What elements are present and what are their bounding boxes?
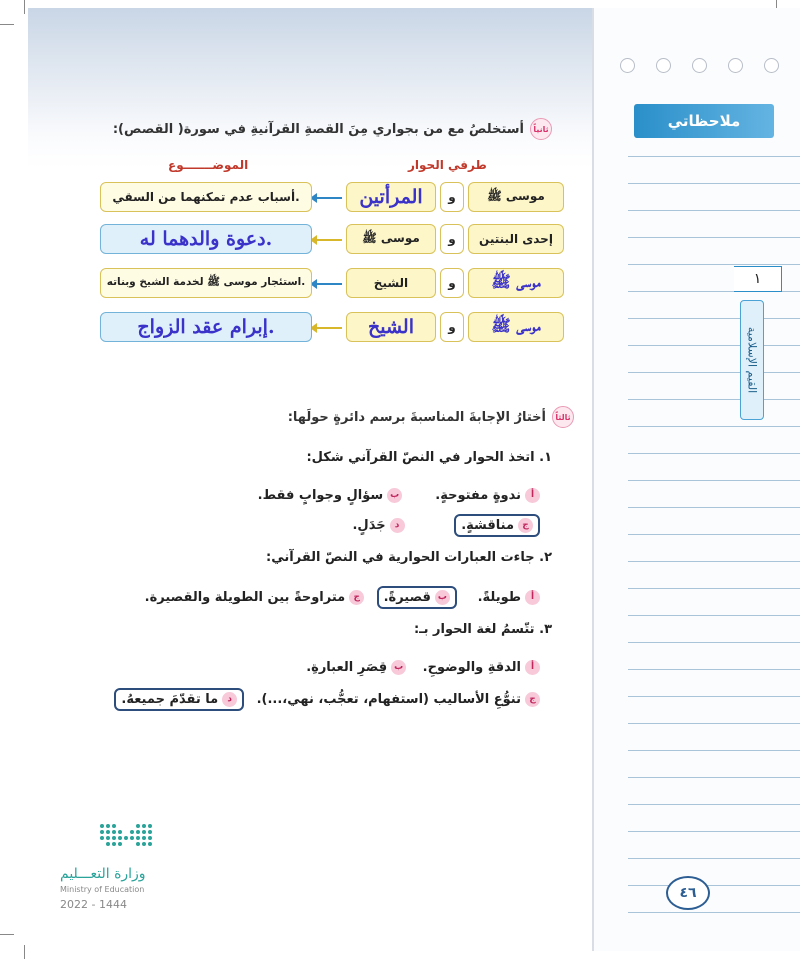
option[interactable]: د جَدَلٍ.	[352, 518, 404, 533]
ruled-line	[628, 183, 800, 184]
ruled-line	[628, 750, 800, 751]
party-b-box[interactable]: الشيخ	[346, 312, 436, 342]
ruled-line	[628, 399, 800, 400]
party-b-box: موسى ﷺ	[346, 224, 436, 254]
ruled-line	[628, 480, 800, 481]
ruled-line	[628, 642, 800, 643]
crop-mark	[0, 934, 14, 935]
question-1-heading	[113, 118, 552, 140]
party-a-box: إحدى البنتين	[468, 224, 564, 254]
topic-box: استئجار موسى ﷺ لخدمة الشيخ وبناته.	[100, 268, 312, 298]
item-3-options-row-2	[114, 688, 540, 711]
crop-mark	[24, 0, 25, 14]
option-selected[interactable]: د ما تقدّمَ جميعهُ.	[114, 688, 244, 711]
binder-hole	[764, 58, 779, 73]
option[interactable]: أ ندوةٍ مفتوحةٍ.	[435, 488, 540, 503]
question-2-text: أختارُ الإجابةَ المناسبةَ برسم دائرةٍ حولَها:	[287, 409, 546, 425]
crop-mark	[24, 945, 25, 959]
ruled-line	[628, 588, 800, 589]
ministry-name-arabic: وزارة التعـــليم	[60, 866, 146, 882]
ruled-line	[628, 507, 800, 508]
party-a-box: موسى ﷺ	[468, 182, 564, 212]
ruled-line	[628, 561, 800, 562]
ruled-line	[628, 345, 800, 346]
option[interactable]: ب قِصَرِ العبارةِ.	[306, 660, 406, 675]
and-box: و	[440, 224, 464, 254]
ruled-line	[628, 453, 800, 454]
question-2-heading	[288, 406, 574, 428]
ruled-line	[628, 615, 800, 616]
ruled-line	[628, 237, 800, 238]
ruled-line	[628, 372, 800, 373]
question-badge: ثانياً	[530, 118, 552, 140]
binder-hole	[656, 58, 671, 73]
ruled-line	[628, 210, 800, 211]
unit-label: القيم الإسلامية	[740, 300, 764, 420]
column-topic-label: الموضـــــــوع	[168, 158, 249, 172]
item-3-options-row-1	[306, 658, 540, 675]
option[interactable]: أ طويلةً.	[478, 590, 540, 605]
question-1-text: أستخلصُ مع من بجواري مِنَ القصةِ القرآنيةِ في سورة( القصص):	[112, 121, 524, 137]
arrow	[316, 197, 342, 199]
and-box: و	[440, 182, 464, 212]
ruled-line	[628, 264, 800, 265]
ministry-logo	[58, 822, 154, 856]
item-1-options-row-2	[352, 514, 540, 537]
unit-number: ١	[734, 266, 782, 292]
crop-mark	[0, 24, 14, 25]
ministry-name-english: Ministry of Education	[60, 885, 145, 894]
ruled-line	[628, 858, 800, 859]
topic-box: أسباب عدم تمكنهما من السقي.	[100, 182, 312, 212]
and-box: و	[440, 268, 464, 298]
option[interactable]: ج متراوحةً بين الطويلة والقصيرة.	[145, 590, 365, 605]
ruled-line	[628, 426, 800, 427]
option-selected[interactable]: ب قصيرةً.	[377, 586, 457, 609]
ruled-line	[628, 723, 800, 724]
ruled-line	[628, 696, 800, 697]
ruled-line	[628, 156, 800, 157]
option[interactable]: ب سؤالٍ وجوابٍ فقط.	[258, 488, 403, 503]
ruled-line	[628, 912, 800, 913]
question-badge: ثالثاً	[552, 406, 574, 428]
edition-year: 2022 - 1444	[60, 898, 127, 911]
item-2-stem: ٢. جاءت العبارات الحوارية في النصّ القرآني:	[266, 550, 552, 565]
arrow	[316, 327, 342, 329]
option[interactable]: ج تنوُّعِ الأساليب (استفهام، تعجُّب، نهي،...).	[257, 692, 540, 707]
binder-hole	[728, 58, 743, 73]
notes-title: ملاحظاتي	[634, 104, 774, 138]
topic-box[interactable]: دعوة والدهما له.	[100, 224, 312, 254]
party-b-box: الشيخ	[346, 268, 436, 298]
item-1-options-row-1	[258, 486, 540, 503]
party-b-box[interactable]: المرأتين	[346, 182, 436, 212]
ruled-line	[628, 318, 800, 319]
item-1-stem: ١. اتخذ الحوار في النصّ القرآني شكل:	[306, 450, 552, 465]
option[interactable]: أ الدقةِ والوضوحِ.	[423, 660, 540, 675]
arrow	[316, 283, 342, 285]
textbook-page	[28, 8, 592, 951]
arrow	[316, 239, 342, 241]
ruled-line	[628, 804, 800, 805]
notes-sidebar	[592, 8, 800, 951]
item-3-stem: ٣. تتّسمُ لغة الحوار بـ:	[413, 622, 552, 637]
ruled-line	[628, 777, 800, 778]
column-parties-label: طرفي الحوار	[408, 158, 487, 172]
party-a-box[interactable]: موسى ﷺ	[468, 268, 564, 298]
ruled-line	[628, 534, 800, 535]
item-2-options	[145, 586, 540, 609]
page-number: ٤٦	[666, 876, 710, 910]
ruled-line	[628, 669, 800, 670]
binder-hole	[692, 58, 707, 73]
party-a-box[interactable]: موسى ﷺ	[468, 312, 564, 342]
ruled-line	[628, 831, 800, 832]
logo-dots-icon	[58, 822, 154, 852]
binder-hole	[620, 58, 635, 73]
and-box: و	[440, 312, 464, 342]
topic-box[interactable]: إبرام عقد الزواج.	[100, 312, 312, 342]
option-selected[interactable]: ج مناقشةٍ.	[454, 514, 540, 537]
ruled-line	[628, 885, 800, 886]
